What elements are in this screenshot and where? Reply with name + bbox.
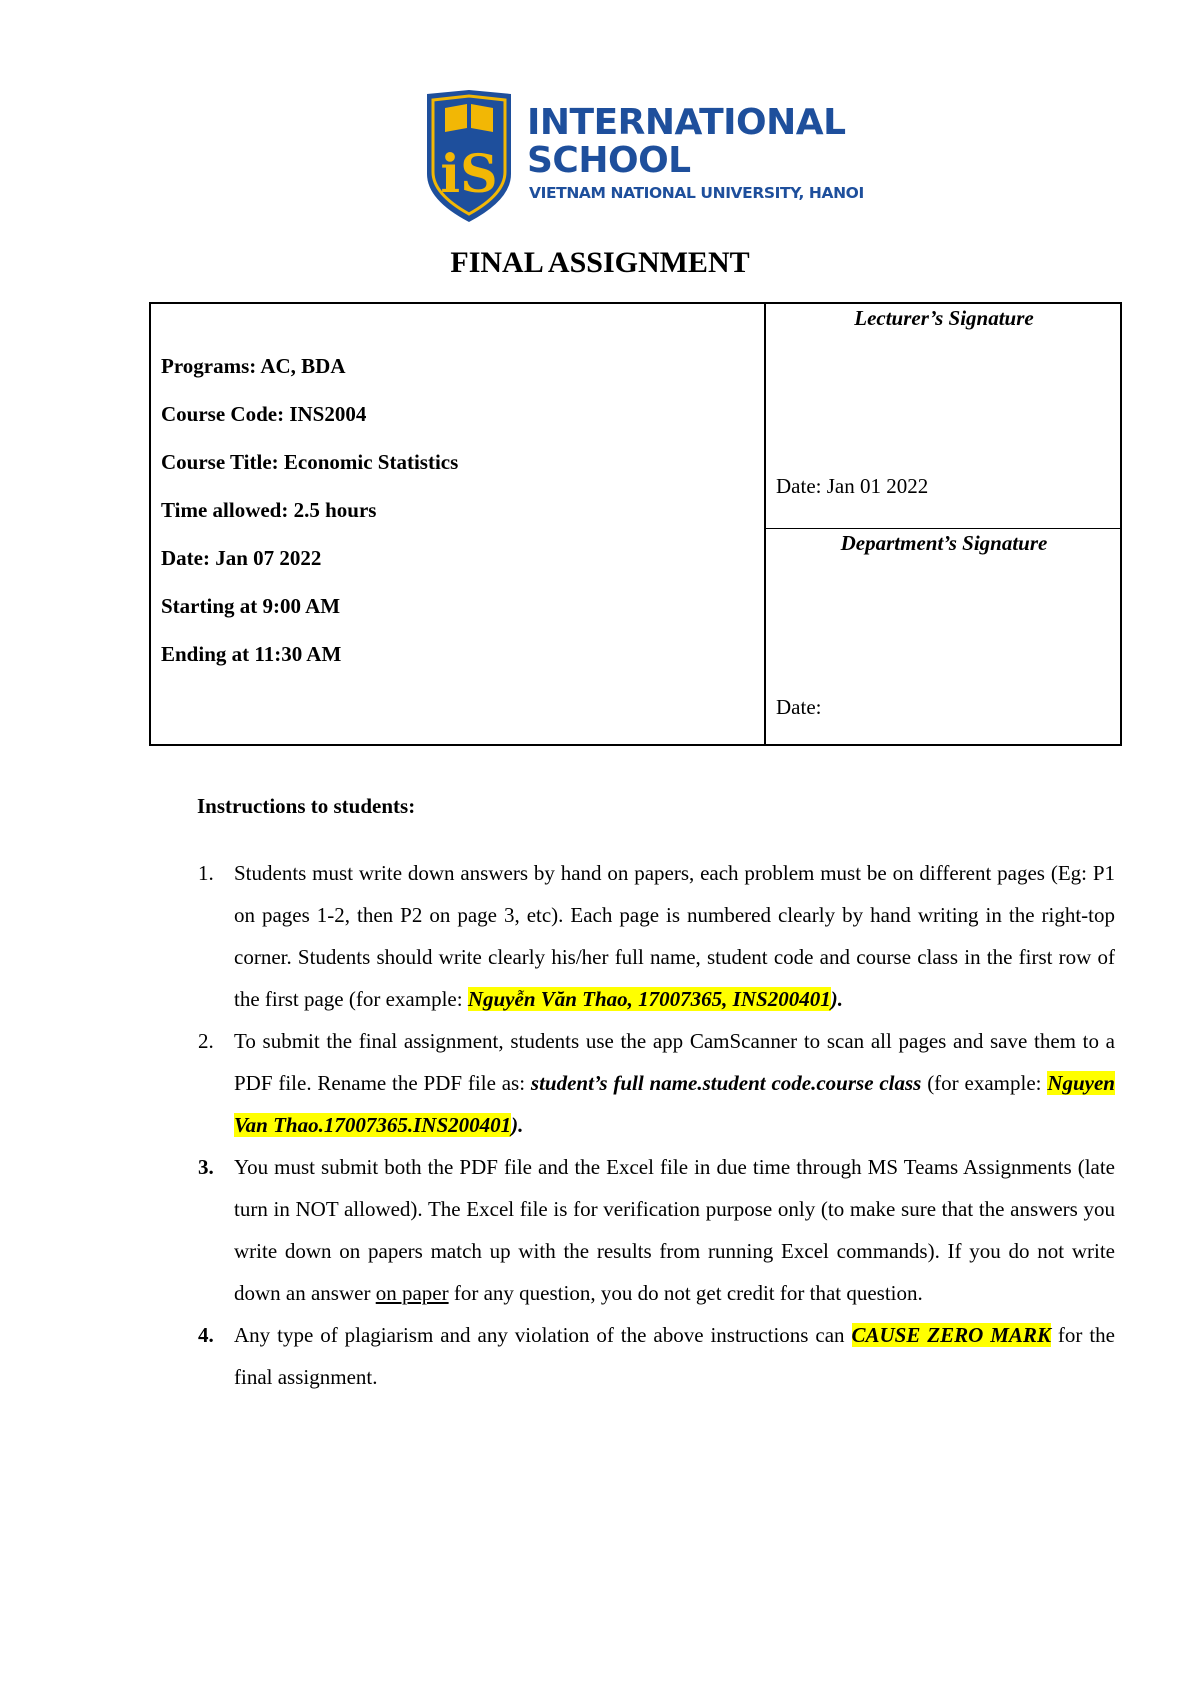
- item-text: ).: [830, 987, 843, 1011]
- item-text: Any type of plagiarism and any violation of the above instructions can: [234, 1323, 852, 1347]
- logo-line-2: SCHOOL: [527, 140, 691, 181]
- document-title: FINAL ASSIGNMENT: [450, 246, 750, 279]
- instruction-item: [198, 852, 1115, 1020]
- logo-line-3: VIETNAM NATIONAL UNIVERSITY, HANOI: [529, 184, 864, 202]
- item-number: 1.: [198, 861, 214, 885]
- item-text: To submit the final assignment, students use the app CamScanner to scan all pages and save them to a PDF file. Rename the PDF file as:: [234, 1029, 1115, 1095]
- course-title-line: Course Title: Economic Statistics: [161, 450, 459, 474]
- time-allowed-line: Time allowed: 2.5 hours: [161, 498, 377, 522]
- start-time-line: Starting at 9:00 AM: [161, 594, 341, 618]
- instruction-item: [198, 1314, 1115, 1398]
- shield-logo-icon: [423, 88, 515, 224]
- instructions-heading: Instructions to students:: [197, 794, 416, 818]
- item-text: for the final assignment.: [234, 1323, 1115, 1389]
- course-info-cell: [151, 304, 764, 744]
- lecturer-date: Date: Jan 01 2022: [776, 474, 929, 498]
- lecturer-signature-cell: [766, 304, 1122, 529]
- exam-date-line: Date: Jan 07 2022: [161, 546, 322, 570]
- school-logo: [423, 88, 873, 228]
- instructions-list: [198, 852, 1115, 1398]
- course-code-line: Course Code: INS2004: [161, 402, 367, 426]
- warning-highlight: CAUSE ZERO MARK: [851, 1323, 1051, 1347]
- department-date: Date:: [776, 695, 822, 719]
- example-highlight: Nguyen Van Thao.17007365.INS200401: [234, 1071, 1115, 1137]
- item-number: 4.: [198, 1323, 214, 1347]
- svg-text:iS: iS: [440, 144, 498, 205]
- item-number: 3.: [198, 1155, 214, 1179]
- department-signature-title: Department’s Signature: [840, 531, 1048, 555]
- example-highlight: Nguyễn Văn Thao, 17007365, INS200401: [467, 987, 831, 1011]
- item-number: 2.: [198, 1029, 214, 1053]
- filename-format: student’s full name.student code.course class: [530, 1071, 922, 1095]
- item-text: ).: [511, 1113, 524, 1137]
- instruction-item: [198, 1146, 1115, 1314]
- programs-line: Programs: AC, BDA: [161, 354, 346, 378]
- item-text: Students must write down answers by hand on papers, each problem must be on different pages (Eg: P1 on pages 1-2, then P2 on page 3, etc). Each page is numbered clearly by hand writing in the right-top corner. Students should write clearly his/her full name, student code and course class in the first row of the first page (for example:: [234, 861, 1115, 1011]
- logo-line-1: INTERNATIONAL: [527, 102, 846, 143]
- item-text: (for example:: [921, 1071, 1048, 1095]
- signature-column: [764, 304, 1122, 744]
- course-info-table: [149, 302, 1122, 746]
- item-text: for any question, you do not get credit for that question.: [448, 1281, 923, 1305]
- instruction-item: [198, 1020, 1115, 1146]
- department-signature-cell: [766, 529, 1122, 744]
- underlined-text: on paper: [375, 1281, 449, 1305]
- end-time-line: Ending at 11:30 AM: [161, 642, 342, 666]
- lecturer-signature-title: Lecturer’s Signature: [854, 306, 1034, 330]
- item-text: You must submit both the PDF file and the Excel file in due time through MS Teams Assignments (late turn in NOT allowed). The Excel file is for verification purpose only (to make sure that the answers you write down on papers match up with the results from running Excel commands). If you do not write down an answer: [234, 1155, 1115, 1305]
